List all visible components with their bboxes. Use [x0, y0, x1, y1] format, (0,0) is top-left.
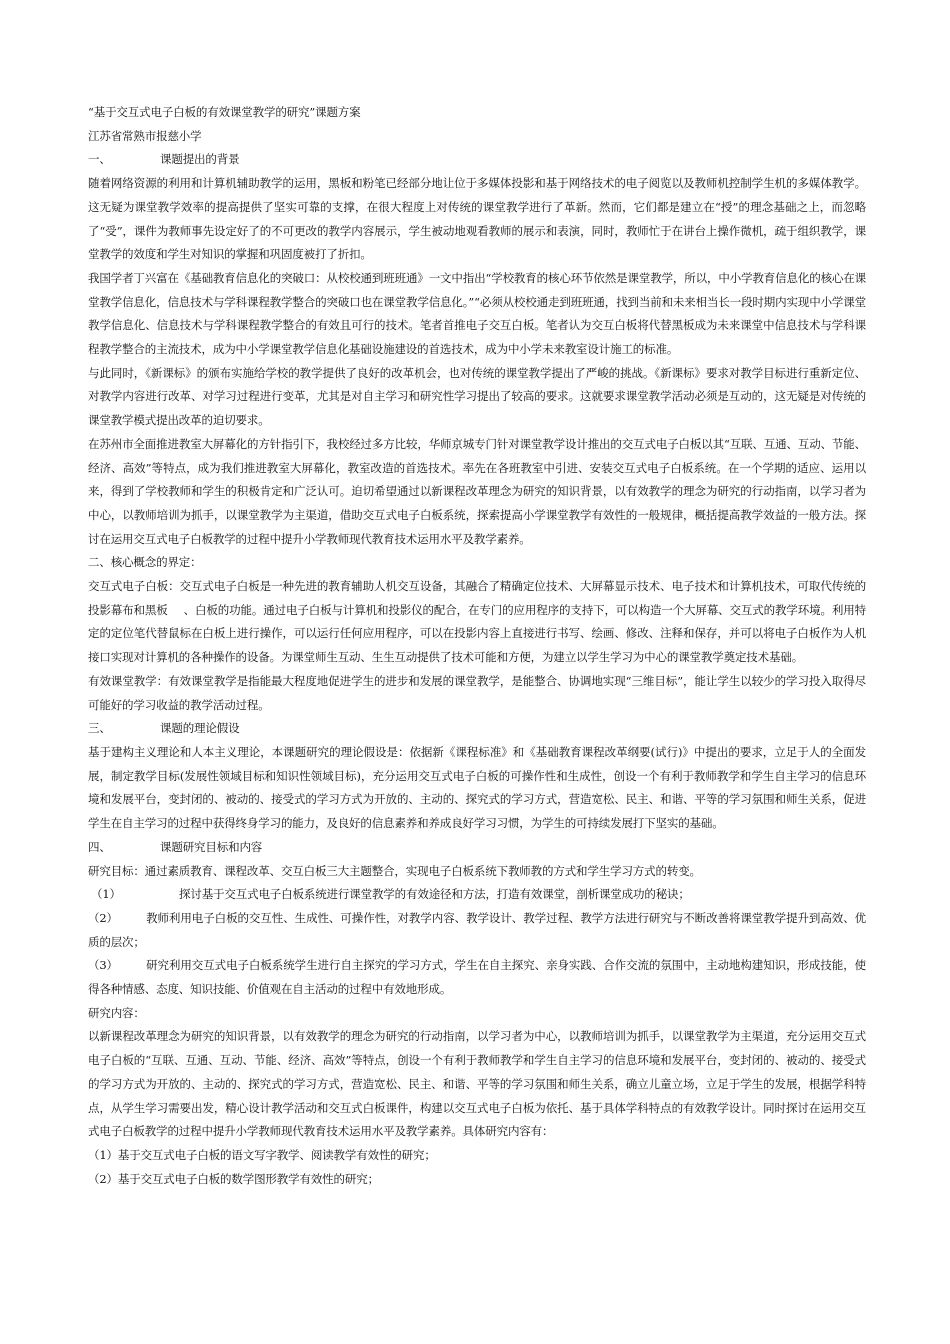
goal-number: （2）: [88, 910, 118, 925]
goal-item: [88, 907, 866, 954]
definition-text-part-2: 、白板的功能。通过电子白板与计算机和投影仪的配合，在专门的应用程序的支持下，可以构造一个大屏幕、交互式的教学环境。利用特定的定位笔代替鼠标在白板上进行操作，可以运行任何应用程序，可以在投影内容上直接进行书写、绘画、修改、注释和保存，并可以将电子白板作为人机接口实现对计算机的各种操作的设备。为课堂师生互动、生生互动提供了技术可能和方便，为建立以学生学习为中心的课堂教学奠定技术基础。: [88, 602, 867, 665]
section-number: 一、: [88, 152, 111, 167]
goal-number: （1）: [91, 887, 121, 902]
goal-text: 教师利用电子白板的交互性、生成性、可操作性，对教学内容、教学设计、教学过程、教学方法进行研究与不断改善将课堂教学提升到高效、优质的层次；: [88, 910, 866, 949]
section-title: 课题研究目标和内容: [160, 839, 263, 854]
background-paragraph-3: 与此同时，《新课标》的颁布实施给学校的教学提供了良好的改革机会，也对传统的课堂教学提出了严峻的挑战。《新课标》要求对教学目标进行重新定位、对教学内容进行改革、对学习过程进行变革，尤其是对自主学习和研究性学习提出了较高的要求。这就要求课堂教学活动必须是互动的，这无疑是对传统的课堂教学模式提出改革的迫切要求。: [88, 365, 866, 428]
content-list-item: （2）基于交互式电子白板的数学图形教学有效性的研究；: [88, 1171, 379, 1186]
section-number: 四、: [88, 839, 111, 854]
background-paragraph-4: 在苏州市全面推进教室大屏幕化的方针指引下，我校经过多方比较，华师京城专门针对课堂教学设计推出的交互式电子白板以其“互联、互通、互动、节能、经济、高效”等特点，成为我们推进教室大屏幕化，教室改造的首选技术。率先在各班教室中引进、安装交互式电子白板系统。在一个学期的适应、运用以来，得到了学校教师和学生的积极肯定和广泛认可。迫切希望通过以新课程改革理念为研究的知识背景，以有效教学的理念为研究的行动指南，以学习者为中心，以教师培训为抓手，以课堂教学为主渠道，借助交互式电子白板系统，探索提高小学课堂教学有效性的一般规律，概括提高教学效益的一般方法。探讨在运用交互式电子白板教学的过程中提升小学教师现代教育技术运用水平及教学素养。: [88, 436, 866, 546]
goal-item: [88, 883, 866, 907]
theory-paragraph: 基于建构主义理论和人本主义理论，本课题研究的理论假设是：依据新《课程标准》和《基础教育课程改革纲要(试行)》中提出的要求，立足于人的全面发展，制定教学目标(发展性领域目标和知识性领域目标)，充分运用交互式电子白板的可操作性和生成性，创设一个有利于教师教学和学生自主学习的信息环境和发展平台，变封闭的、被动的、接受式的学习方式为开放的、主动的、探究式的学习方式，营造宽松、民主、和谐、平等的学习氛围和师生关系，促进学生在自主学习的过程中获得终身学习的能力，及良好的信息素养和养成良好学习习惯，为学生的可持续发展打下坚实的基础。: [88, 744, 866, 831]
section-heading-2: 二、核心概念的界定：: [88, 555, 202, 570]
section-title: 课题的理论假设: [160, 721, 240, 736]
section-heading-3: [88, 717, 866, 741]
definition-paragraph-whiteboard: [88, 575, 866, 670]
goal-text: 研究利用交互式电子白板系统学生进行自主探究的学习方式，学生在自主探究、亲身实践、合作交流的氛围中，主动地构建知识，形成技能，使得各种情感、态度、知识技能、价值观在自主活动的过程中有效地形成。: [88, 958, 866, 997]
section-heading-4: [88, 836, 866, 860]
background-paragraph-2: 我国学者丁兴富在《基础教育信息化的突破口：从校校通到班班通》一文中指出“学校教育的核心环节依然是课堂教学，所以，中小学教育信息化的核心在课堂教学信息化，信息技术与学科课程教学整合的突破口也在课堂教学信息化。”“必须从校校通走到班班通，找到当前和未来相当长一段时期内实现中小学课堂教学信息化、信息技术与学科课程教学整合的有效且可行的技术。笔者首推电子交互白板。笔者认为交互白板将代替黑板成为未来课堂中信息技术与学科课程教学整合的主流技术，成为中小学课堂教学信息化基础设施建设的首选技术，成为中小学未来教室设计施工的标准。: [88, 270, 866, 357]
definition-text-part-1: 交互式电子白板：交互式电子白板是一种先进的教育辅助人机交互设备，其融合了精确定位技术、大屏幕显示技术、电子技术和计算机技术，可取代传统的投影幕布和黑板: [88, 579, 866, 617]
research-content-paragraph: 以新课程改革理念为研究的知识背景，以有效教学的理念为研究的行动指南，以学习者为中心，以教师培训为抓手，以课堂教学为主渠道，充分运用交互式电子白板的“互联、互通、互动、节能、经济、高效”等特点，创设一个有利于教师教学和学生自主学习的信息环境和发展平台，变封闭的、被动的、接受式的学习方式为开放的、主动的、探究式的学习方式，营造宽松、民主、和谐、平等的学习氛围和师生关系，确立儿童立场，立足于学生的发展，根据学科特点，从学生学习需要出发，精心设计教学活动和交互式白板课件，构建以交互式电子白板为依托、基于具体学科特点的有效教学设计。同时探讨在运用交互式电子白板教学的过程中提升小学教师现代教育技术运用水平及教学素养。具体研究内容有：: [88, 1029, 866, 1139]
research-goal-intro: 研究目标：通过素质教育、课程改革、交互白板三大主题整合，实现电子白板系统下教师教的方式和学生学习方式的转变。: [88, 863, 701, 878]
section-heading-1: [88, 148, 866, 172]
content-list-item: （1）基于交互式电子白板的语文写字教学、阅读教学有效性的研究；: [88, 1147, 436, 1162]
goal-item: [88, 954, 866, 1001]
background-paragraph-1: 随着网络资源的利用和计算机辅助教学的运用，黑板和粉笔已经部分地让位于多媒体投影和基于网络技术的电子阅览以及教师机控制学生机的多媒体教学。这无疑为课堂教学效率的提高提供了坚实可靠的支撑，在很大程度上对传统的课堂教学进行了革新。然而，它们都是建立在“授”的理念基础之上，而忽略了“受”，课件为教师事先设定好了的不可更改的教学内容展示，学生被动地观看教师的展示和表演，同时，教师忙于在讲台上操作微机，疏于组织教学，课堂教学的效度和学生对知识的掌握和巩固度被打了折扣。: [88, 176, 866, 262]
goal-number: （3）: [88, 958, 118, 973]
section-title: 课题提出的背景: [160, 152, 240, 167]
school-name: 江苏省常熟市报慈小学: [88, 128, 202, 143]
document-title: “基于交互式电子白板的有效课堂教学的研究”课题方案: [88, 105, 361, 119]
research-content-heading: 研究内容：: [88, 1005, 145, 1020]
goal-text: 探讨基于交互式电子白板系统进行课堂教学的有效途径和方法，打造有效课堂，剖析课堂成功的秘诀；: [179, 887, 690, 902]
section-number: 三、: [88, 721, 111, 736]
document-body: [88, 101, 866, 1191]
definition-paragraph-effective-teaching: 有效课堂教学：有效课堂教学是指能最大程度地促进学生的进步和发展的课堂教学，是能整合、协调地实现“三维目标”，能让学生以较少的学习投入取得尽可能好的学习收益的教学活动过程。: [88, 673, 866, 712]
